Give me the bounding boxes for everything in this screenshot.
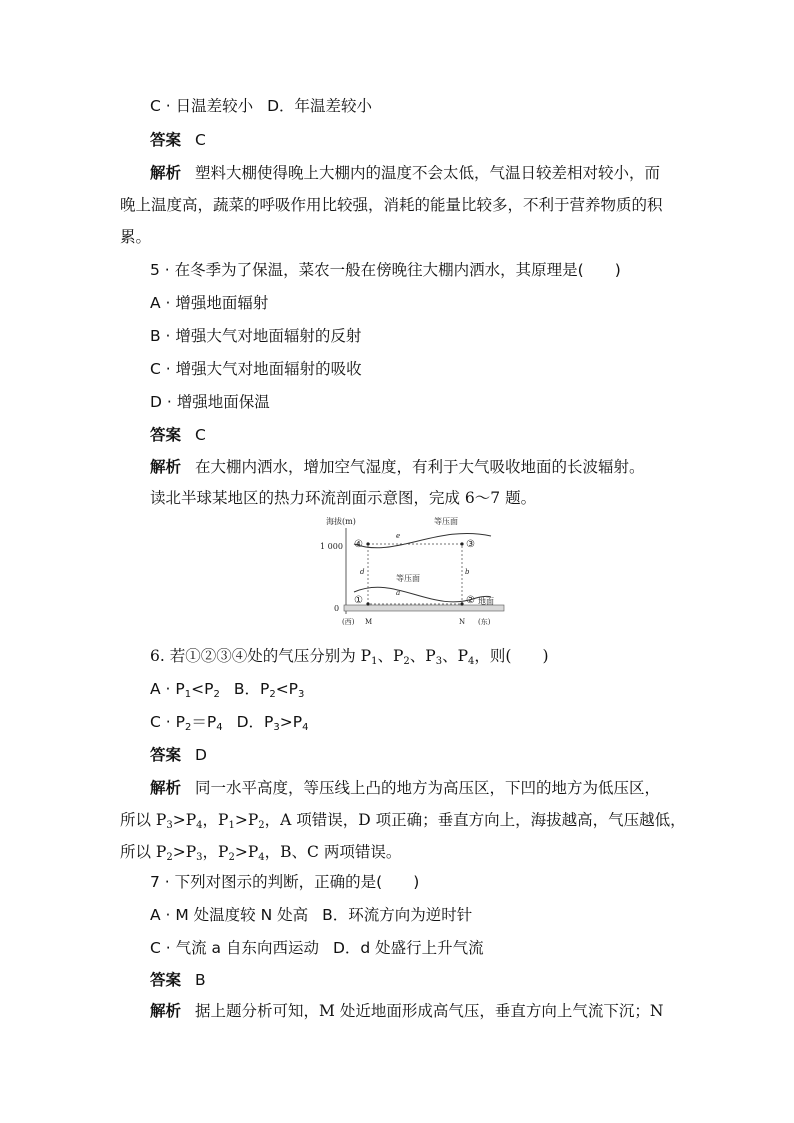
tick-0: 0 — [334, 604, 340, 613]
west-label: (西) — [342, 618, 355, 626]
point-2: ② — [466, 595, 475, 606]
q4-option-c: C · 日温差较小 — [150, 97, 254, 115]
q5-analysis-line — [150, 457, 645, 477]
answer-label: 答案 — [150, 746, 182, 764]
q5-stem: 5 · 在冬季为了保温，菜农一般在傍晚往大棚内洒水，其原理是( ) — [150, 261, 621, 279]
q4-analysis-line-2: 晚上温度高，蔬菜的呼吸作用比较强，消耗的能量比较多，不利于营养物质的积 — [120, 196, 663, 214]
q6-options-cd: $C \cdot P_2=P_4$ D．$P_3>P_4$ — [150, 713, 309, 733]
q6-stem: 6. 若①②③④处的气压分别为 $P_1$、$P_2$、$P_3$、$P_4$，则( ) — [150, 647, 549, 667]
analysis-label: 解析 — [150, 1002, 182, 1020]
point-1: ① — [354, 595, 363, 606]
analysis-label: 解析 — [150, 779, 182, 797]
y-axis-label: 海拔(m) — [326, 517, 356, 526]
analysis-text: 在大棚内洒水，增加空气湿度，有利于大气吸收地面的长波辐射。 — [195, 458, 645, 476]
q7-options-ab — [150, 905, 472, 925]
q6-analysis-line-1 — [150, 778, 660, 798]
q6-answer-line — [150, 745, 207, 765]
q5-answer-line — [150, 425, 206, 445]
analysis-text: 据上题分析可知，M 处近地面形成高气压，垂直方向上气流下沉；N — [195, 1002, 664, 1020]
label-b: b — [465, 568, 470, 576]
q4-analysis-line-1 — [150, 163, 660, 183]
q7-answer-line — [150, 970, 206, 990]
q7-options-cd — [150, 938, 484, 958]
q7-option-a: A · M 处温度较 N 处高 — [150, 906, 309, 924]
point-3: ③ — [466, 539, 475, 550]
q7-option-c: C · 气流 a 自东向西运动 — [150, 939, 319, 957]
label-e: e — [396, 532, 401, 540]
q4-option-d: D．年温差较小 — [267, 97, 373, 115]
answer-value: C — [195, 131, 206, 149]
ground-label: 地面 — [478, 597, 494, 606]
q4-options-cd — [150, 96, 372, 116]
lower-isobar-label: 等压面 — [396, 574, 420, 583]
q7-option-b: B．环流方向为逆时针 — [322, 906, 473, 924]
upper-isobar-label: 等压面 — [434, 517, 458, 526]
tick-1000: 1 000 — [320, 542, 343, 551]
q6-analysis-line-2: 所以 $P_3>P_4$，$P_1>P_2$，A 项错误，D 项正确；垂直方向上，海拔越高，气压越低， — [120, 811, 686, 831]
q6-stem-prefix: 6. 若①②③④处的气压分别为 P — [150, 647, 372, 665]
m-label: M — [365, 618, 373, 626]
answer-value: B — [195, 971, 206, 989]
q5-option-b: B · 增强大气对地面辐射的反射 — [150, 327, 362, 345]
q6-options-ab: $A \cdot P_1<P_2$ B．$P_2<P_3$ — [150, 680, 305, 700]
answer-label: 答案 — [150, 131, 182, 149]
q4-answer-line — [150, 130, 206, 150]
q5-option-c: C · 增强大气对地面辐射的吸收 — [150, 360, 362, 378]
q7-option-d: D．d 处盛行上升气流 — [332, 939, 484, 957]
answer-label: 答案 — [150, 971, 182, 989]
point-4: ④ — [354, 539, 363, 550]
label-d: d — [360, 568, 365, 576]
answer-value: C — [195, 426, 206, 444]
answer-label: 答案 — [150, 426, 182, 444]
analysis-text: 同一水平高度，等压线上凸的地方为高压区，下凹的地方为低压区， — [195, 779, 661, 797]
analysis-text: 塑料大棚使得晚上大棚内的温度不会太低，气温日较差相对较小，而 — [195, 164, 661, 182]
intro-6-7: 读北半球某地区的热力环流剖面示意图，完成 6～7 题。 — [150, 489, 537, 507]
east-label: (东) — [478, 618, 491, 626]
analysis-label: 解析 — [150, 458, 182, 476]
q5-option-d: D · 增强地面保温 — [150, 393, 270, 411]
q7-stem: 7 · 下列对图示的判断，正确的是( ) — [150, 873, 420, 891]
q6-analysis-line-3: 所以 $P_2>P_3$，$P_2>P_4$，B、C 两项错误。 — [120, 843, 402, 863]
q7-analysis-line — [150, 1001, 663, 1021]
q5-option-a: A · 增强地面辐射 — [150, 294, 269, 312]
answer-value: D — [195, 746, 207, 764]
analysis-label: 解析 — [150, 164, 182, 182]
n-label: N — [459, 618, 466, 626]
label-a: a — [396, 589, 401, 597]
q6-stem-suffix: ，则( ) — [474, 647, 549, 665]
q4-analysis-line-3: 累。 — [120, 228, 152, 246]
thermal-circulation-figure — [320, 514, 506, 632]
